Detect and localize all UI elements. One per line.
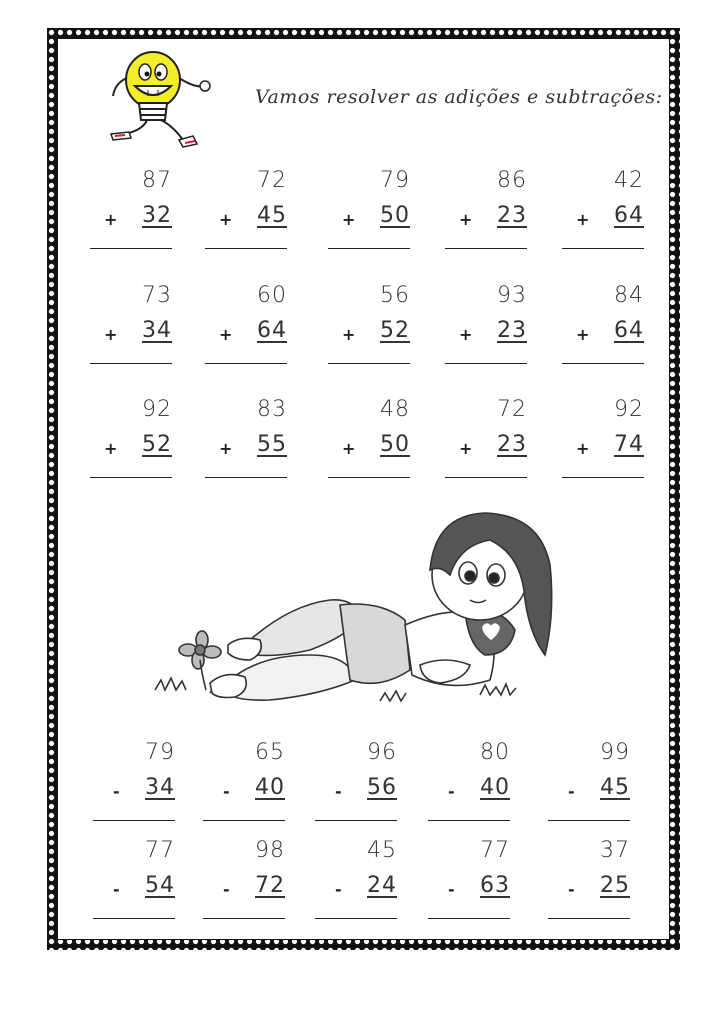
bottom-number: 64 [257, 318, 287, 343]
top-number: 72 [497, 397, 527, 422]
math-problem [328, 283, 428, 375]
bottom-number: 52 [142, 432, 172, 457]
answer-line[interactable] [562, 363, 644, 364]
answer-line[interactable] [562, 477, 644, 478]
answer-line[interactable] [93, 820, 175, 821]
bottom-number: 32 [142, 203, 172, 228]
answer-line[interactable] [328, 477, 410, 478]
answer-line[interactable] [548, 918, 630, 919]
math-problem [445, 168, 545, 260]
bottom-number: 54 [145, 873, 175, 898]
minus-sign: - [113, 880, 120, 899]
math-problem [562, 283, 662, 375]
bottom-number: 55 [257, 432, 287, 457]
plus-sign: + [342, 325, 356, 344]
minus-sign: - [448, 782, 455, 801]
answer-line[interactable] [445, 248, 527, 249]
answer-line[interactable] [315, 918, 397, 919]
answer-line[interactable] [205, 248, 287, 249]
plus-sign: + [342, 210, 356, 229]
top-number: 93 [497, 283, 527, 308]
bottom-number: 74 [614, 432, 644, 457]
bottom-number: 25 [600, 873, 630, 898]
math-problem [428, 740, 528, 832]
answer-line[interactable] [205, 363, 287, 364]
plus-sign: + [104, 439, 118, 458]
math-problem [205, 283, 305, 375]
math-problem [328, 168, 428, 260]
math-problem [328, 397, 428, 489]
plus-sign: + [104, 210, 118, 229]
top-number: 77 [480, 838, 510, 863]
math-problem [445, 283, 545, 375]
plus-sign: + [576, 210, 590, 229]
math-problem [205, 168, 305, 260]
math-problem [562, 168, 662, 260]
top-number: 83 [257, 397, 287, 422]
answer-line[interactable] [548, 820, 630, 821]
bottom-number: 45 [257, 203, 287, 228]
math-problem [562, 397, 662, 489]
plus-sign: + [459, 439, 473, 458]
top-number: 79 [380, 168, 410, 193]
plus-sign: + [576, 439, 590, 458]
minus-sign: - [335, 880, 342, 899]
minus-sign: - [568, 782, 575, 801]
worksheet-title: Vamos resolver as adições e subtrações: [255, 86, 663, 108]
top-number: 45 [367, 838, 397, 863]
answer-line[interactable] [445, 477, 527, 478]
math-problem [90, 283, 190, 375]
math-problem [315, 838, 415, 930]
top-number: 77 [145, 838, 175, 863]
top-number: 92 [614, 397, 644, 422]
math-problem [548, 740, 648, 832]
answer-line[interactable] [90, 248, 172, 249]
top-number: 84 [614, 283, 644, 308]
math-problem [428, 838, 528, 930]
plus-sign: + [219, 439, 233, 458]
answer-line[interactable] [315, 820, 397, 821]
top-number: 42 [614, 168, 644, 193]
math-problem [93, 740, 193, 832]
bottom-number: 34 [142, 318, 172, 343]
minus-sign: - [113, 782, 120, 801]
answer-line[interactable] [203, 918, 285, 919]
answer-line[interactable] [328, 363, 410, 364]
top-number: 98 [255, 838, 285, 863]
plus-sign: + [459, 325, 473, 344]
bottom-number: 52 [380, 318, 410, 343]
math-problem [203, 740, 303, 832]
math-problem [315, 740, 415, 832]
math-problem [90, 397, 190, 489]
answer-line[interactable] [428, 918, 510, 919]
bottom-number: 45 [600, 775, 630, 800]
answer-line[interactable] [90, 477, 172, 478]
bottom-number: 64 [614, 318, 644, 343]
bottom-number: 63 [480, 873, 510, 898]
math-problem [93, 838, 193, 930]
top-number: 48 [380, 397, 410, 422]
minus-sign: - [568, 880, 575, 899]
top-number: 96 [367, 740, 397, 765]
top-number: 79 [145, 740, 175, 765]
bottom-number: 56 [367, 775, 397, 800]
top-number: 65 [255, 740, 285, 765]
top-number: 92 [142, 397, 172, 422]
bottom-number: 40 [480, 775, 510, 800]
answer-line[interactable] [328, 248, 410, 249]
top-number: 56 [380, 283, 410, 308]
math-problem [205, 397, 305, 489]
top-number: 99 [600, 740, 630, 765]
answer-line[interactable] [203, 820, 285, 821]
minus-sign: - [223, 782, 230, 801]
plus-sign: + [342, 439, 356, 458]
plus-sign: + [219, 210, 233, 229]
top-number: 73 [142, 283, 172, 308]
bottom-number: 64 [614, 203, 644, 228]
plus-sign: + [104, 325, 118, 344]
math-problem [445, 397, 545, 489]
answer-line[interactable] [562, 248, 644, 249]
minus-sign: - [335, 782, 342, 801]
bottom-number: 34 [145, 775, 175, 800]
running-lightbulb-icon [103, 48, 223, 153]
math-problem [90, 168, 190, 260]
top-number: 86 [497, 168, 527, 193]
bottom-number: 23 [497, 432, 527, 457]
answer-line[interactable] [428, 820, 510, 821]
top-number: 72 [257, 168, 287, 193]
answer-line[interactable] [93, 918, 175, 919]
top-number: 80 [480, 740, 510, 765]
math-problem [203, 838, 303, 930]
plus-sign: + [459, 210, 473, 229]
minus-sign: - [223, 880, 230, 899]
girl-lying-on-grass-icon [150, 505, 580, 725]
answer-line[interactable] [445, 363, 527, 364]
answer-line[interactable] [205, 477, 287, 478]
top-number: 37 [600, 838, 630, 863]
bottom-number: 72 [255, 873, 285, 898]
plus-sign: + [219, 325, 233, 344]
minus-sign: - [448, 880, 455, 899]
bottom-number: 23 [497, 318, 527, 343]
plus-sign: + [576, 325, 590, 344]
bottom-number: 50 [380, 432, 410, 457]
top-number: 87 [142, 168, 172, 193]
math-problem [548, 838, 648, 930]
bottom-number: 24 [367, 873, 397, 898]
bottom-number: 23 [497, 203, 527, 228]
bottom-number: 50 [380, 203, 410, 228]
top-number: 60 [257, 283, 287, 308]
answer-line[interactable] [90, 363, 172, 364]
bottom-number: 40 [255, 775, 285, 800]
